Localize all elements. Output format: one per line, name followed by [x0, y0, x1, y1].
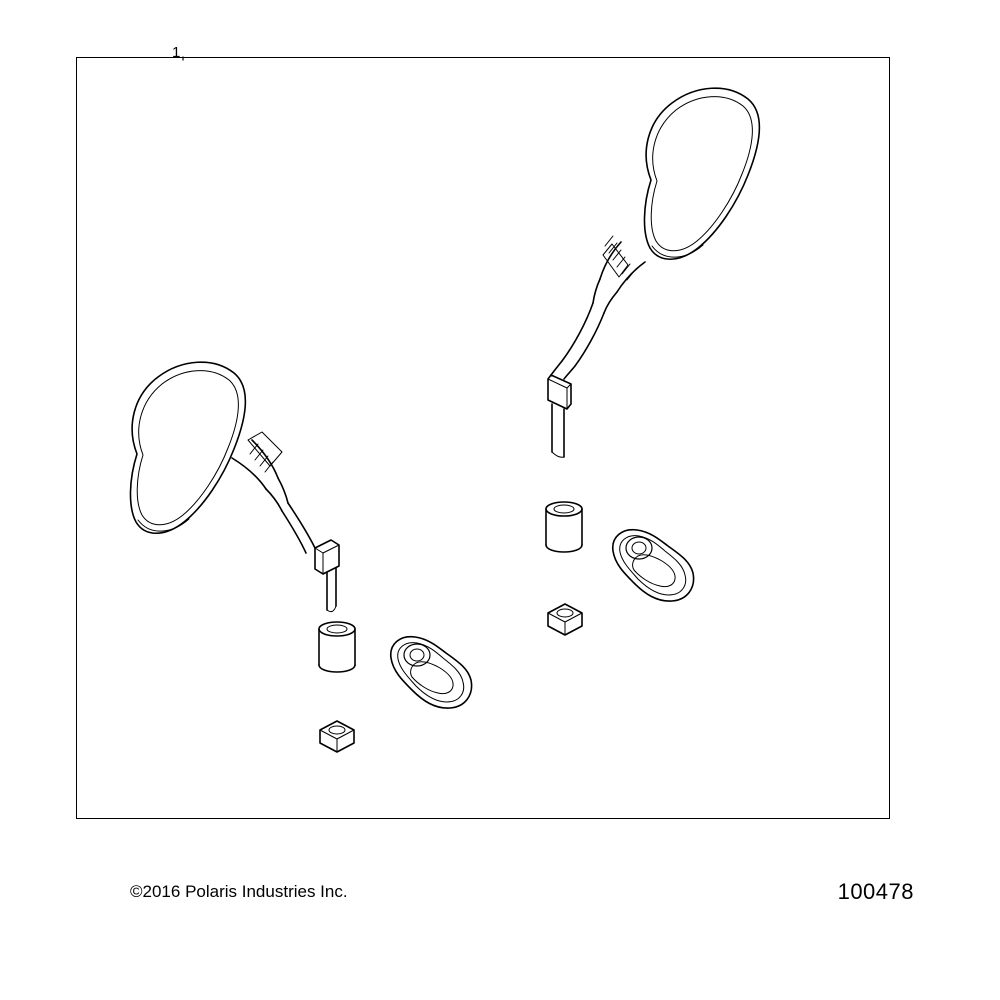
diagram-border: [76, 57, 890, 819]
copyright-text: ©2016 Polaris Industries Inc.: [130, 882, 348, 901]
callout-label-1: 1: [172, 44, 181, 61]
part-number-label: 100478: [837, 879, 914, 904]
